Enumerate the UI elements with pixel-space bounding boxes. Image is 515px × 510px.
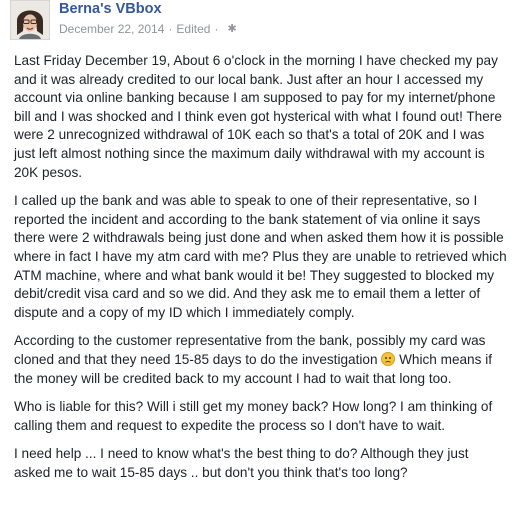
post-header — [8, 0, 508, 44]
avatar-photo — [11, 1, 49, 39]
avatar[interactable] — [10, 0, 50, 40]
post-paragraph-3 — [14, 332, 507, 388]
paragraph-3-text-a: According to the customer representative from the bank, possibly my card was cloned and that they need 15-85 days to do the investigation — [14, 333, 486, 367]
post-paragraph-1: Last Friday December 19, About 6 o'clock in the morning I have checked my pay and it was already credited to our local bank. Just after an hour I accessed my account via online banking because I am supposed to pay for my internet/phone bill and I was shocked and I think even got hysterical with what I found out! There were 2 unrecognized withdrawal of 10K each so that's a total of 20K and I was just left almost nothing since the maximum daily withdrawal with my account is 20K pesos. — [14, 53, 502, 180]
post-meta — [59, 22, 237, 36]
post-timestamp[interactable]: December 22, 2014 — [59, 22, 165, 36]
gear-icon[interactable]: ✱ — [227, 22, 237, 35]
post-body — [14, 52, 507, 492]
meta-separator: · — [168, 22, 173, 36]
post-paragraph-2: I called up the bank and was able to speak to one of their representative, so I reported the incident and according to the bank statement of via online it says there were 2 withdrawals being just done and when asked them how it is possible where in fact I have my atm card with me? Plus they are unable to retrieved which ATM machine, where and what bank would it be! They suggested to blocked my debit/credit visa card and so we did. And they ask me to email them a letter of dispute and a copy of my ID which I immediately comply. — [14, 193, 507, 320]
paragraph-3-text-b: Which means if the money will be credited back to my account I had to wait that long too. — [14, 351, 492, 386]
post-paragraph-4: Who is liable for this? Will i still get my money back? How long? I am thinking of calling them and request to expedite the process so I don't have to wait. — [14, 399, 493, 433]
frown-emoji-icon — [381, 352, 395, 366]
edited-label[interactable]: Edited — [176, 22, 211, 36]
post-paragraph-5: I need help ... I need to know what's the best thing to do? Although they just asked me to wait 15-85 days .. but don't you think that's too long? — [14, 446, 469, 480]
meta-separator-2: · — [214, 22, 219, 36]
post-author-name[interactable]: Berna's VBbox — [59, 1, 162, 17]
